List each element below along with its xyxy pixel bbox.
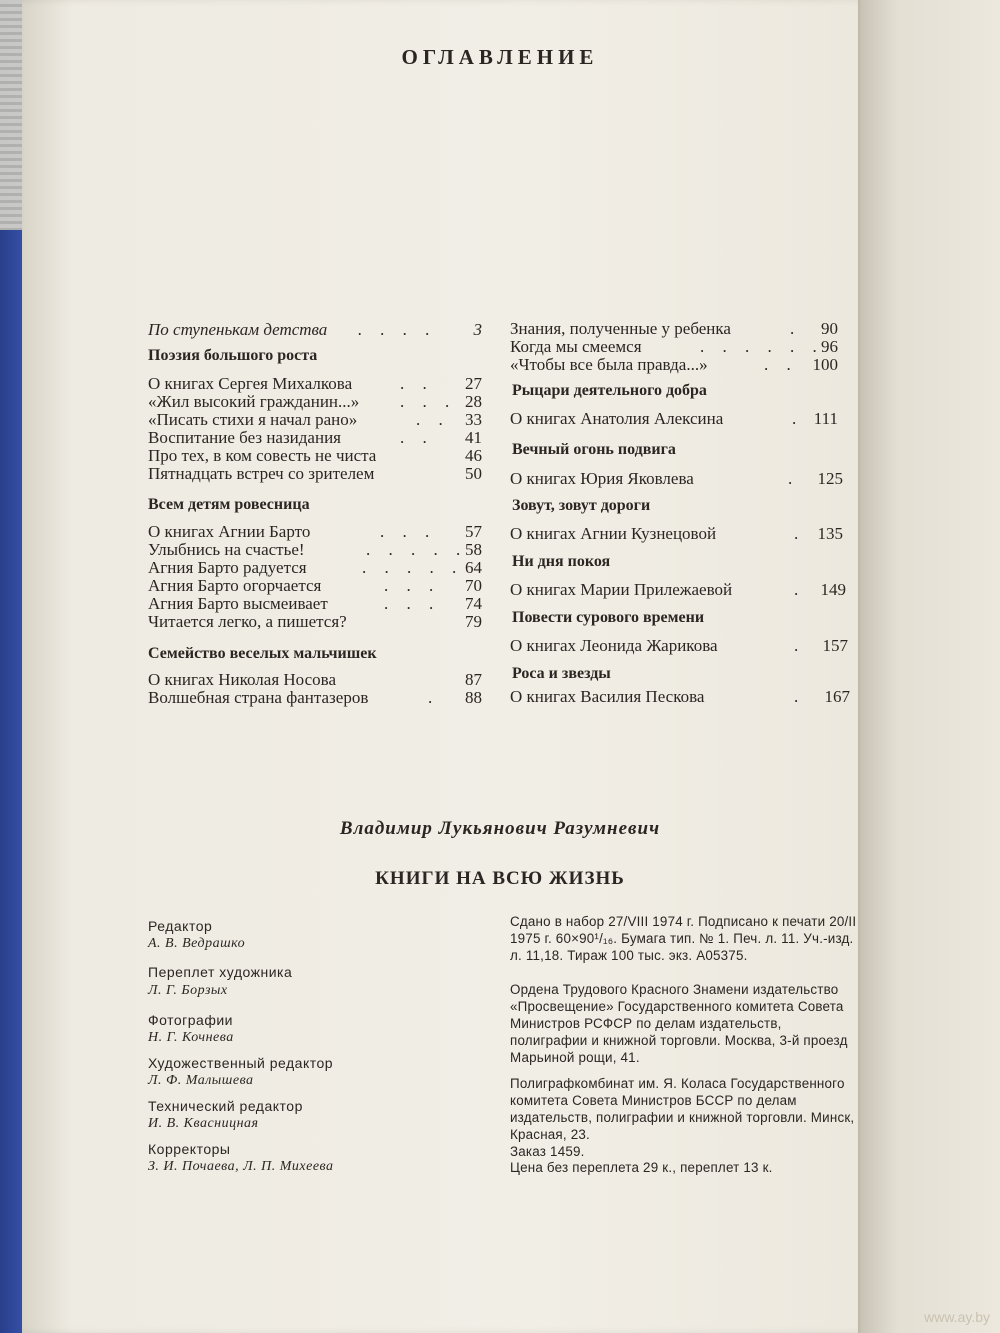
toc-section-heading: Роса и звезды — [512, 665, 611, 682]
toc-entry: «Жил высокий гражданин...» . . . 28 — [148, 392, 482, 411]
credit-role: Редактор — [148, 918, 213, 934]
toc-entry: О книгах Агнии Барто . . . 57 — [148, 522, 482, 541]
imprint-publisher: Ордена Трудового Красного Знамени издательство «Просвещение» Государственного комитета Совета Министров РСФСР по делам издательств, полиграфии и книжной торговли. Москва, 3-й проезд Марьиной рощи, 41. — [510, 982, 848, 1065]
site-watermark: www.ay.by — [924, 1309, 990, 1325]
toc-section-heading: Ни дня покоя — [512, 553, 611, 570]
adjacent-page — [862, 0, 1000, 1333]
credit-role: Фотографии — [148, 1012, 234, 1028]
toc-section-heading: Семейство веселых мальчишек — [148, 645, 377, 662]
credit-role: Технический редактор — [148, 1098, 303, 1114]
toc-entry: По ступенькам детства . . . . 3 — [148, 320, 482, 339]
imprint-printer: Полиграфкомбинат им. Я. Коласа Государственного комитета Совета Министров БССР по делам издательств, полиграфии и книжной торговли. Минск, Красная, 23. — [510, 1076, 855, 1142]
imprint-print-info: Сдано в набор 27/VIII 1974 г. Подписано к печати 20/II 1975 г. 60×90¹/₁₆. Бумага тип. № 1. Печ. л. 11. Уч.-изд. л. 11,18. Тираж 100 тыс. экз. А05375. — [510, 914, 857, 963]
author-name: Владимир Лукьянович Разумневич — [339, 818, 661, 839]
toc-entry: Воспитание без назидания . . 41 — [148, 428, 482, 447]
toc-entry: Пятнадцать встреч со зрителем 50 — [148, 464, 482, 483]
credit-role: Корректоры — [148, 1141, 231, 1157]
toc-section-heading: Всем детям ровесница — [148, 496, 310, 513]
credit-name: А. В. Ведрашко — [148, 936, 246, 951]
imprint-price: Цена без переплета 29 к., переплет 13 к. — [510, 1160, 773, 1175]
credit-name: Л. Ф. Малышева — [148, 1073, 254, 1088]
toc-entry: Агния Барто высмеивает . . . 74 — [148, 594, 482, 613]
toc-entry: О книгах Марии Прилежаевой . 149 — [510, 580, 846, 599]
toc-entry: Улыбнись на счастье! . . . . . 58 — [148, 540, 482, 559]
toc-entry: О книгах Анатолия Алексина . 111 — [510, 409, 838, 428]
toc-entry: Знания, полученные у ребенка . 90 — [510, 319, 838, 338]
toc-section-heading: Вечный огонь подвига — [512, 441, 676, 458]
toc-section-heading: Рыцари деятельного добра — [512, 382, 707, 399]
toc-entry: Агния Барто радуется . . . . . 64 — [148, 558, 482, 577]
toc-section-heading: Зовут, зовут дороги — [512, 497, 651, 514]
toc-entry: Про тех, в ком совесть не чиста 46 — [148, 446, 482, 465]
credit-role: Переплет художника — [148, 964, 293, 980]
imprint-order: Заказ 1459. — [510, 1144, 585, 1159]
toc-entry: О книгах Агнии Кузнецовой . 135 — [510, 524, 843, 543]
credit-name: И. В. Квасницная — [148, 1116, 259, 1131]
toc-entry: «Чтобы все была правда...» . . 100 — [510, 355, 838, 374]
toc-entry: О книгах Сергея Михалкова . . 27 — [148, 374, 482, 393]
toc-entry: Читается легко, а пишется? 79 — [148, 612, 482, 631]
toc-entry: О книгах Юрия Яковлева . 125 — [510, 469, 843, 488]
toc-entry: Агния Барто огорчается . . . 70 — [148, 576, 482, 595]
toc-title: ОГЛАВЛЕНИЕ — [401, 45, 599, 69]
credit-role: Художественный редактор — [148, 1055, 334, 1071]
toc-entry: Волшебная страна фантазеров . 88 — [148, 688, 482, 707]
toc-section-heading: Поэзия большого роста — [148, 347, 318, 364]
toc-entry: О книгах Василия Пескова . 167 — [510, 687, 850, 706]
credit-name: Л. Г. Борзых — [148, 983, 228, 998]
credit-name: З. И. Почаева, Л. П. Михеева — [148, 1159, 334, 1174]
toc-entry: О книгах Николая Носова 87 — [148, 670, 482, 689]
toc-entry: «Писать стихи я начал рано» . . 33 — [148, 410, 482, 429]
book-title: КНИГИ НА ВСЮ ЖИЗНЬ — [375, 868, 625, 889]
toc-entry: О книгах Леонида Жарикова . 157 — [510, 636, 848, 655]
credit-name: Н. Г. Кочнева — [148, 1030, 234, 1045]
toc-entry: Когда мы смеемся . . . . . . 96 — [510, 337, 838, 356]
toc-section-heading: Повести сурового времени — [512, 609, 705, 626]
